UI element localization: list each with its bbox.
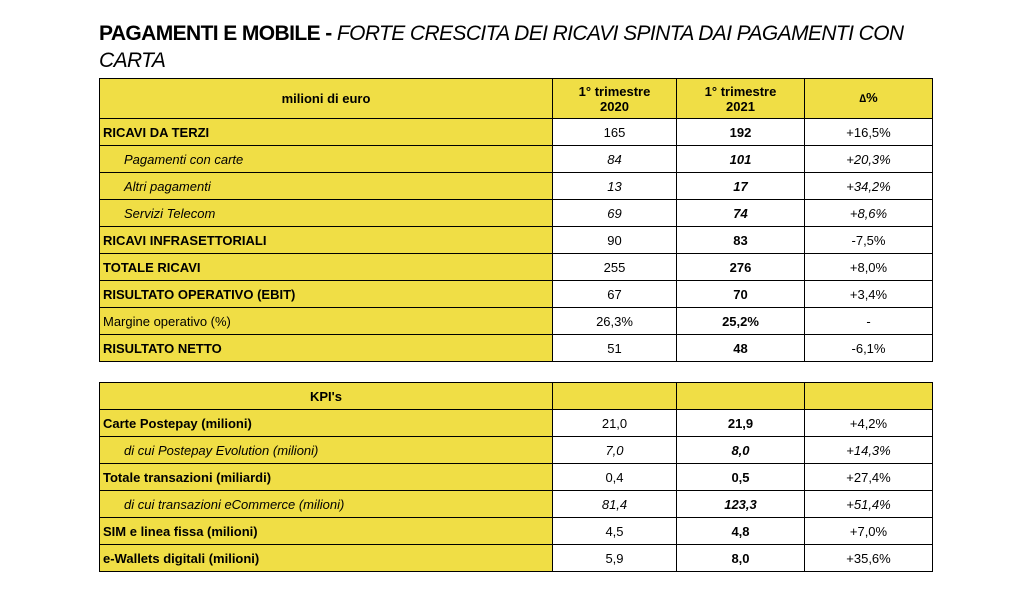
value-delta: +3,4% [805, 281, 933, 308]
value-2021: 123,3 [677, 491, 805, 518]
row-label: Margine operativo (%) [100, 308, 553, 335]
row-label: Servizi Telecom [100, 200, 553, 227]
value-delta: +34,2% [805, 173, 933, 200]
table-row [100, 227, 933, 254]
value-2020: 21,0 [553, 410, 677, 437]
value-2020: 81,4 [553, 491, 677, 518]
row-label: e-Wallets digitali (milioni) [100, 545, 553, 572]
kpi-table [99, 382, 933, 572]
table-row [100, 518, 933, 545]
row-label: Pagamenti con carte [100, 146, 553, 173]
value-delta: +8,0% [805, 254, 933, 281]
value-2020: 51 [553, 335, 677, 362]
value-2021: 8,0 [677, 545, 805, 572]
row-label: SIM e linea fissa (milioni) [100, 518, 553, 545]
value-2021: 101 [677, 146, 805, 173]
value-2021: 70 [677, 281, 805, 308]
delta-symbol: ∆ [859, 93, 867, 105]
value-2020: 84 [553, 146, 677, 173]
value-delta: +4,2% [805, 410, 933, 437]
table-row [100, 146, 933, 173]
header-label: milioni di euro [100, 79, 553, 119]
value-2021: 276 [677, 254, 805, 281]
table-row [100, 254, 933, 281]
row-label: RISULTATO OPERATIVO (EBIT) [100, 281, 553, 308]
value-2020: 67 [553, 281, 677, 308]
value-2021: 8,0 [677, 437, 805, 464]
value-2020: 165 [553, 119, 677, 146]
value-delta: -7,5% [805, 227, 933, 254]
value-delta: +16,5% [805, 119, 933, 146]
header-q1-2021 [677, 79, 805, 119]
table-row [100, 200, 933, 227]
value-delta: -6,1% [805, 335, 933, 362]
row-label: RICAVI INFRASETTORIALI [100, 227, 553, 254]
value-delta: +51,4% [805, 491, 933, 518]
value-2020: 69 [553, 200, 677, 227]
financials-table [99, 78, 933, 362]
value-2020: 90 [553, 227, 677, 254]
value-2021: 74 [677, 200, 805, 227]
value-2021: 21,9 [677, 410, 805, 437]
value-2020: 255 [553, 254, 677, 281]
table-header-row [100, 79, 933, 119]
value-2020: 13 [553, 173, 677, 200]
row-label: Totale transazioni (miliardi) [100, 464, 553, 491]
value-delta: +14,3% [805, 437, 933, 464]
kpi-header-label: KPI's [100, 383, 553, 410]
kpi-header-empty [553, 383, 677, 410]
page-title [99, 20, 959, 74]
value-2020: 4,5 [553, 518, 677, 545]
table-row [100, 308, 933, 335]
value-2021: 48 [677, 335, 805, 362]
row-label: di cui transazioni eCommerce (milioni) [100, 491, 553, 518]
value-2021: 25,2% [677, 308, 805, 335]
header-delta [805, 79, 933, 119]
header-q1-2020 [553, 79, 677, 119]
table-row [100, 437, 933, 464]
table-row [100, 545, 933, 572]
table-row [100, 119, 933, 146]
value-2020: 26,3% [553, 308, 677, 335]
row-label: Carte Postepay (milioni) [100, 410, 553, 437]
value-2021: 0,5 [677, 464, 805, 491]
value-2021: 192 [677, 119, 805, 146]
header-q1-2021-line2: 2021 [726, 98, 755, 114]
value-delta: +7,0% [805, 518, 933, 545]
table-row [100, 464, 933, 491]
value-2021: 83 [677, 227, 805, 254]
row-label: RICAVI DA TERZI [100, 119, 553, 146]
delta-percent: % [866, 90, 878, 105]
title-italic: FORTE CRESCITA DEI RICAVI SPINTA DAI PAGAMENTI CON CARTA [99, 22, 904, 72]
value-2021: 4,8 [677, 518, 805, 545]
kpi-header-row [100, 383, 933, 410]
row-label: TOTALE RICAVI [100, 254, 553, 281]
table-row [100, 173, 933, 200]
value-2021: 17 [677, 173, 805, 200]
header-q1-2021-line1: 1° trimestre [704, 83, 777, 99]
value-2020: 5,9 [553, 545, 677, 572]
value-delta: +20,3% [805, 146, 933, 173]
kpi-header-empty [805, 383, 933, 410]
table-row [100, 410, 933, 437]
table-row [100, 335, 933, 362]
table-row [100, 491, 933, 518]
header-q1-2020-line1: 1° trimestre [578, 83, 651, 99]
kpi-header-empty [677, 383, 805, 410]
row-label: RISULTATO NETTO [100, 335, 553, 362]
value-2020: 0,4 [553, 464, 677, 491]
table-row [100, 281, 933, 308]
row-label: Altri pagamenti [100, 173, 553, 200]
value-delta: +27,4% [805, 464, 933, 491]
value-delta: - [805, 308, 933, 335]
header-q1-2020-line2: 2020 [600, 98, 629, 114]
value-delta: +8,6% [805, 200, 933, 227]
value-2020: 7,0 [553, 437, 677, 464]
row-label: di cui Postepay Evolution (milioni) [100, 437, 553, 464]
value-delta: +35,6% [805, 545, 933, 572]
title-bold: PAGAMENTI E MOBILE - [99, 22, 332, 45]
